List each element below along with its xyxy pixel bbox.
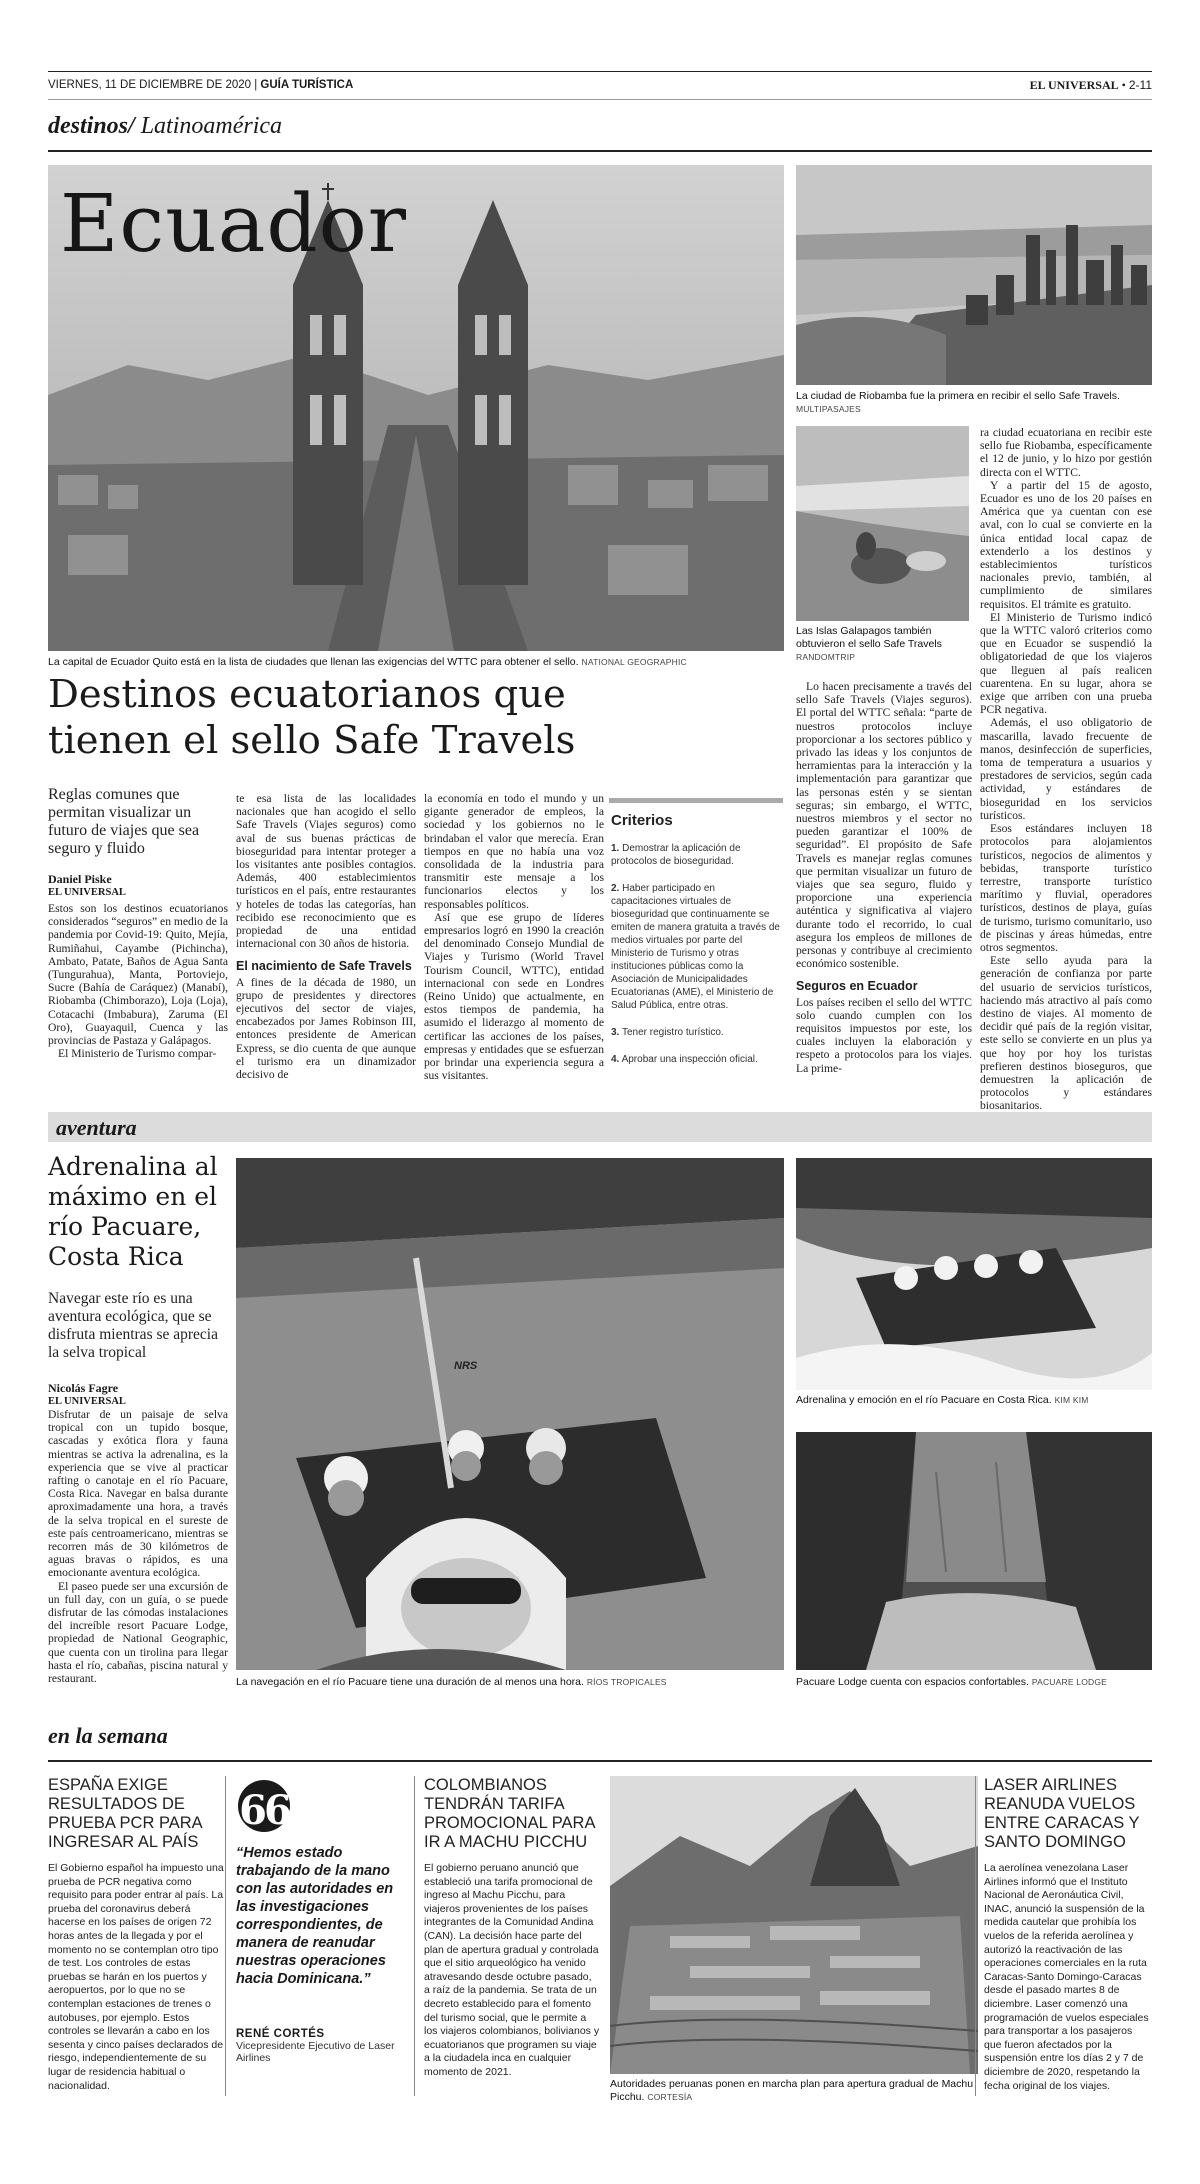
pacuare-rapids-caption: Adrenalina y emoción en el río Pacuare en Costa Rica. KIM KIM — [796, 1394, 1089, 1406]
header-paper-line — [1030, 78, 1152, 93]
kicker-underline — [48, 150, 1152, 152]
quito-basilica-photo — [48, 165, 784, 651]
machu-picchu-caption: Autoridades peruanas ponen en marcha plan para apertura gradual de Machu Picchu. CORTESÍA — [610, 2078, 974, 2103]
semana-rule — [48, 1760, 1152, 1762]
criterios-title: Criterios — [611, 812, 673, 829]
criterio-item: 1. Demostrar la aplicación de protocolos de bioseguridad. — [611, 843, 741, 867]
ecuador-col1-text: Estos son los destinos ecuatorianos considerados “seguros” en medio de la pandemia por Covid-19: Quito, Mejía, Rumiñahui, Cayambe (Pichincha), Ambato, Patate, Baños de Agua Santa (Tungurahua), Manta, Portoviejo, Sucre (Bahía de Caráquez) (Manabí), Riobamba (Chimborazo), Loja (Loja), Cotacachi (Imbabura), Zaruma (El Oro), Guayaquil, Cuenca y las provincias de Pastaza y Galápagos. El Ministerio de Turismo compar- — [48, 902, 228, 1061]
aventura-section-bar — [48, 1112, 1152, 1142]
header-underline — [48, 99, 1152, 100]
ecuador-col4-text: Lo hacen precisamente a través del sello Safe Travels (Viajes seguros). El portal del WTTC señala: “parte de nuestros protocolos incluye proporcionar a los sectores público y privado las ideas y los conjuntos de herramientas para la interacción y la implementación para garantizar que las personas estén y se sientan seguras; sin embargo, el WTTC, nuestros miembros y el sector no pueden garantizar el 100% de seguridad”. El propósito de Safe Travels es manejar reglas comunes que permitan visualizar un futuro de viajes que sea seguro, fluido y proporcione una experiencia auténtica y significativa al viajero durante todo el recorrido, lo cual asegura los empleos de millones de personas y contribuye al crecimiento económico sostenible. Seguros en Ecuador Los países reciben el sello del WTTC solo cuando cumplen con los requisitos impuestos por este, los cuales incluyen la elaboración y respeto a protocolos para los viajes. La prime- — [796, 680, 972, 1075]
col-divider-3 — [975, 1776, 976, 2096]
criterios-top-rule — [609, 798, 783, 803]
header-date: VIERNES, 11 DE DICIEMBRE DE 2020 — [48, 79, 252, 91]
kicker — [48, 113, 282, 140]
ecuador-deck: Reglas comunes que permitan visualizar un futuro de viajes que sea seguro y fluido — [48, 786, 200, 857]
riobamba-city-photo — [796, 165, 1152, 385]
laser-quote: “Hemos estado trabajando de la mano con las autoridades en las investigaciones correspondientes, de manera de reanudar nuestras operaciones hacia Dominicana.” — [236, 1845, 394, 1987]
pacuare-rapids-photo — [796, 1158, 1152, 1390]
header-bullet: • — [1121, 78, 1126, 92]
machu-picchu-title: COLOMBIANOS TENDRÁN TARIFA PROMOCIONAL PARA IR A MACHU PICCHU — [424, 1776, 595, 1851]
helmet-brand-logo: NRS — [454, 1360, 478, 1372]
aventura-headline: Adrenalina al máximo en el río Pacuare, Costa Rica — [48, 1152, 218, 1271]
laser-airlines-body: La aerolínea venezolana Laser Airlines informó que el Instituto Nacional de Aeronáutica Civil, INAC, anunció la suspensión de la medida cautelar que prohibía los vuelos de la referida aerolínea y autorizó la reactivación de las operaciones comerciales en la ruta Caracas-Santo Domingo-Caracas desde el pasado martes 8 de diciembre. Laser comenzó una programación de vuelos especiales para transportar a los pasajeros que fueron afectados por la suspensión entre los días 2 y 7 de diciembre de 2020, respetando la fecha original de los viajes. — [984, 1862, 1149, 2092]
kicker-bold: destinos/ — [48, 113, 135, 139]
pacuare-lodge-photo — [796, 1432, 1152, 1670]
ecuador-col5-text: ra ciudad ecuatoriana en recibir este sello fue Riobamba, específicamente el 12 de junio, y lo hizo por gestión directa con el WTTC. Y a partir del 15 de agosto, Ecuador es uno de los 20 países en América que ya cuentan con ese aval, con lo cual se convierte en la única entidad local capaz de extenderlo a los destinos y establecimientos turísticos nacionales previo, también, al cumplimiento de similares requisitos. El trámite es gratuito. El Ministerio de Turismo indicó que la WTTC valoró criterios como que en Ecuador se suspendió la obligatoriedad de que los viajeros que lleguen al país realicen cuarentena. En su lugar, ahora se exige que arriben con una prueba PCR negativa. Además, el uso obligatorio de mascarilla, lavado frecuente de manos, desinfección de superficies, toma de temperatura a usuarios y prestadores de servicios, según cada actividad, y estándares de bioseguridad en los servicios turísticos. Esos estándares incluyen 18 protocolos para alojamientos turísticos, negocios de alimentos y bebidas, transporte turístico terrestre, transporte turístico marítimo y fluvial, operadores turísticos, destinos de playa, guías de turismo, turismo comunitario, uso de piscinas y áreas húmedas, entre otros segmentos. Este sello ayuda para la generación de confianza por parte del usuario de servicios turísticos, haciendo más atractivo al país como destino de viajes. Al momento de decidir qué país de la región visitar, este sello se convierte en un plus ya que hoy por hoy los turistas prefieren destinos bioseguros, que demuestren la aplicación de protocolos y estándares biosanitarios. — [980, 426, 1152, 1113]
machu-picchu-photo — [610, 1776, 978, 2074]
criterios-list — [611, 842, 781, 1080]
semana-label: en la semana — [48, 1723, 168, 1748]
galapagos-photo — [796, 426, 969, 621]
top-rule — [48, 71, 1152, 72]
criterio-item: 4. Aprobar una inspección oficial. — [611, 1054, 758, 1065]
ecuador-col3-text: la economía en todo el mundo y un gigante generador de empleos, la sociedad y los gobiernos no le brindaban el valor que merecía. Eran tiempos en que no había una voz consolidada de la industria para transmitir este mensaje a los funcionarios electos y los responsables políticos. Así que ese grupo de líderes empresarios logró en 1990 la creación del denominado Consejo Mundial de Viajes y Turismo (World Travel Tourism Council, WTTC), entidad internacional con sede en Londres (Reino Unido) que actualmente, en estos tiempos de pandemia, ha asumido el liderazgo al momento de certificar las acciones de los países, empresas y entidades que se esfuerzan por brindar una experiencia segura a sus visitantes. — [424, 792, 604, 1083]
galapagos-caption: Las Islas Galapagos también obtuvieron el sello Safe Travels RANDOMTRIP — [796, 625, 942, 662]
riobamba-caption: La ciudad de Riobamba fue la primera en recibir el sello Safe Travels. MULTIPASAJES — [796, 390, 1120, 414]
ecuador-headline: Destinos ecuatorianos que tienen el sello Safe Travels — [48, 672, 576, 763]
aventura-label: aventura — [56, 1115, 137, 1140]
ecuador-col2-text: te esa lista de las localidades nacionales que han acogido el sello Safe Travels (Viajes seguros) como aval de sus buenas prácticas de bioseguridad para intentar proteger a los visitantes ante posibles contagios. Además, 400 establecimientos turísticos en el país, entre restaurantes y hoteles de todas las categorías, han recibido ese reconocimiento que es propiedad de una entidad internacional con 30 años de historia. El nacimiento de Safe Travels A fines de la década de 1980, un grupo de presidentes y directores ejecutivos del sector de viajes, encabezados por James Robinson III, entonces presidente de American Express, se dio cuenta de que aunque el turismo era un dinamizador decisivo de — [236, 792, 416, 1082]
spain-pcr-body: El Gobierno español ha impuesto una prueba de PCR negativa como requisito para poder entrar al país. La prueba del coronavirus deberá hacerse en los países de origen 72 horas antes de la llegada y por el momento no se contemplan otro tipo de test. Los controles de estas pruebas se harán en los puertos y aeropuertos, por lo que no se contemplan estaciones de trenes o autobuses, por ejemplo. Estos controles se llevarán a cabo en los sesenta y cinco países declarados de riesgo, independientemente de su lugar de residencia habitual o nacionalidad. — [48, 1862, 224, 2092]
criterio-item: 3. Tener registro turístico. — [611, 1027, 724, 1038]
pacuare-main-caption: La navegación en el río Pacuare tiene una duración de al menos una hora. RÍOS TROPICALES — [236, 1676, 667, 1688]
header-date-line: VIERNES, 11 DE DICIEMBRE DE 2020 | GUÍA TURÍSTICA — [48, 79, 354, 91]
quote-author: RENÉ CORTÉS Vicepresidente Ejecutivo de Laser Airlines — [236, 2028, 395, 2064]
aventura-body: Disfrutar de un paisaje de selva tropical con un tupido bosque, cascadas y exótica flora y fauna mientras se activa la adrenalina, es la experiencia que se vive al practicar rafting o canotaje en el río Pacuare, Costa Rica. Navegar en balsa durante aproximadamente una hora, a través de la selva tropical en el sureste de este país centroamericano, mientras se recorren más de 30 kilómetros de aguas bravas o rápidos, es una emocionante aventura ecológica. El paseo puede ser una excursión de un full day, con un guía, o se puede disfrutar de las cómodas instalaciones del increíble resort Pacuare Lodge, propiedad de National Geographic, que cuenta con un tirolina para llegar hasta el río, cabañas, piscina natural y restaurant. — [48, 1408, 228, 1686]
col-divider-1 — [225, 1776, 226, 2096]
header-section: GUÍA TURÍSTICA — [260, 79, 354, 91]
ecuador-author: Daniel Piske EL UNIVERSAL — [48, 872, 126, 898]
criterio-item: 2. Haber participado en capacitaciones virtuales de bioseguridad que continuamente se emiten de manera gratuita a través de medios virtuales por parte del Ministerio de Turismo y otras instituciones públicas como la Asociación de Municipalidades Ecuatorianas (AME), el Ministerio de Salud Pública, entre otras. — [611, 883, 780, 1011]
pacuare-raft-selfie-photo — [236, 1158, 784, 1670]
header-paper-name: EL UNIVERSAL — [1029, 78, 1119, 92]
subhead-nacimiento: El nacimiento de Safe Travels — [236, 959, 412, 974]
quito-photo-caption: La capital de Ecuador Quito está en la lista de ciudades que llenan las exigencias del WTTC para obtener el sello. NATIONAL GEOGRAPHIC — [48, 656, 687, 668]
header-page-number: 2-11 — [1128, 78, 1152, 92]
ecuador-overlay-title: Ecuador — [60, 177, 408, 270]
aventura-author: Nicolás Fagre EL UNIVERSAL — [48, 1381, 126, 1407]
col-divider-2 — [414, 1776, 415, 2096]
kicker-light: Latinoamérica — [140, 113, 283, 139]
pacuare-lodge-caption: Pacuare Lodge cuenta con espacios confortables. PACUARE LODGE — [796, 1676, 1108, 1688]
quote-mark-icon: 66 — [238, 1780, 290, 1832]
machu-picchu-body: El gobierno peruano anunció que estableció una tarifa promocional de ingreso al Machu Picchu, para viajeros provenientes de los países integrantes de la Comunidad Andina (CAN). La decisión hace parte del plan de apertura gradual y controlada que el sitio arqueológico ha venido atravesando desde octubre pasado, a raíz de la pandemia. Se trata de un decreto establecido para el fomento del turismo social, que le permite a los viajeros colombianos, bolivianos y ecuatorianos que programen su viaje a la ciudadela inca en cualquier momento de 2021. — [424, 1862, 600, 2078]
aventura-deck: Navegar este río es una aventura ecológica, que se disfruta mientras se aprecia la selva tropical — [48, 1290, 218, 1361]
subhead-seguros: Seguros en Ecuador — [796, 979, 918, 994]
spain-pcr-title: ESPAÑA EXIGE RESULTADOS DE PRUEBA PCR PARA INGRESAR AL PAÍS — [48, 1776, 202, 1851]
laser-airlines-title: LASER AIRLINES REANUDA VUELOS ENTRE CARACAS Y SANTO DOMINGO — [984, 1776, 1140, 1851]
